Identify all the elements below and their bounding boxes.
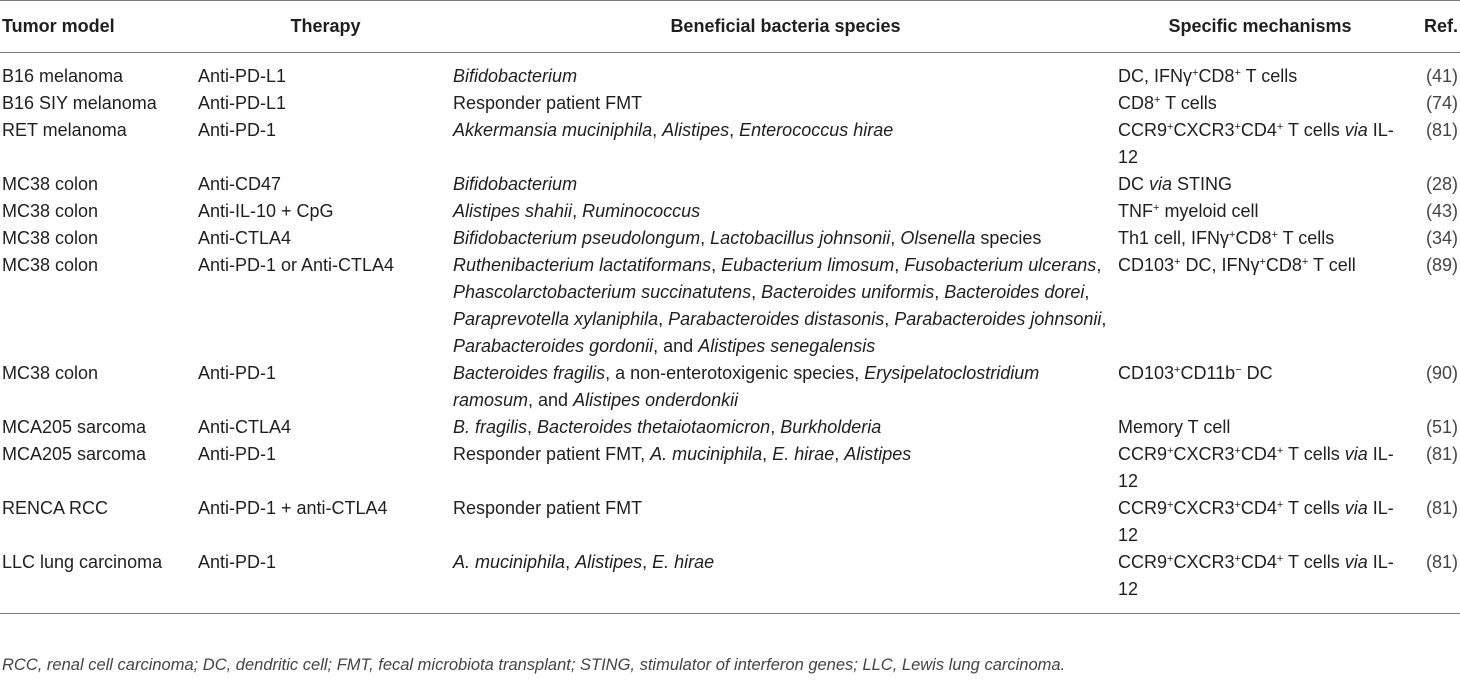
cell-therapy: Anti-CTLA4 <box>198 228 292 248</box>
cell-tumor-model: MC38 colon <box>2 363 99 383</box>
table-row <box>0 53 1460 91</box>
cell-mechanisms: DC via STING <box>1118 174 1233 194</box>
table-row <box>0 225 1460 252</box>
cell-ref: (34) <box>1425 228 1458 248</box>
cell-ref: (89) <box>1425 255 1458 275</box>
cell-bacteria: Responder patient FMT <box>453 498 643 518</box>
cell-bacteria: Bifidobacterium <box>453 66 578 86</box>
table-row <box>0 90 1460 117</box>
cell-bacteria: Bifidobacterium <box>453 174 578 194</box>
cell-therapy: Anti-PD-1 + anti-CTLA4 <box>198 498 388 518</box>
cell-mechanisms: CCR9+CXCR3+CD4+ T cells via IL-12 <box>1118 120 1394 167</box>
cell-mechanisms: CD103+CD11b− DC <box>1118 363 1273 383</box>
cell-ref: (81) <box>1425 498 1458 518</box>
cell-tumor-model: B16 melanoma <box>2 66 124 86</box>
cell-mechanisms: Memory T cell <box>1118 417 1231 437</box>
cell-bacteria: B. fragilis, Bacteroides thetaiotaomicron, Burkholderia <box>453 417 882 437</box>
header-row <box>0 1 1460 53</box>
cell-therapy: Anti-PD-1 <box>198 120 277 140</box>
header-bacteria: Beneficial bacteria species <box>670 16 901 36</box>
cell-therapy: Anti-PD-L1 <box>198 93 287 113</box>
cell-bacteria: A. muciniphila, Alistipes, E. hirae <box>453 552 715 572</box>
cell-tumor-model: B16 SIY melanoma <box>2 93 157 113</box>
cell-tumor-model: MC38 colon <box>2 174 99 194</box>
cell-tumor-model: MC38 colon <box>2 255 99 275</box>
cell-tumor-model: RENCA RCC <box>2 498 109 518</box>
cell-therapy: Anti-PD-1 <box>198 444 277 464</box>
cell-therapy: Anti-IL-10 + CpG <box>198 201 334 221</box>
cell-tumor-model: RET melanoma <box>2 120 127 140</box>
table-row <box>0 495 1460 549</box>
table-row <box>0 198 1460 225</box>
header-therapy: Therapy <box>290 16 361 36</box>
cell-mechanisms: CCR9+CXCR3+CD4+ T cells via IL-12 <box>1118 498 1394 545</box>
cell-bacteria: Responder patient FMT <box>453 93 643 113</box>
cell-mechanisms: CCR9+CXCR3+CD4+ T cells via IL-12 <box>1118 444 1394 491</box>
cell-tumor-model: MCA205 sarcoma <box>2 444 147 464</box>
table-body <box>0 53 1460 614</box>
cell-mechanisms: Th1 cell, IFNγ+CD8+ T cells <box>1118 228 1335 248</box>
table-row <box>0 441 1460 495</box>
cell-bacteria: Bifidobacterium pseudolongum, Lactobacillus johnsonii, Olsenella species <box>453 228 1042 248</box>
table-row <box>0 171 1460 198</box>
cell-bacteria: Responder patient FMT, A. muciniphila, E. hirae, Alistipes <box>453 444 912 464</box>
cell-ref: (28) <box>1425 174 1458 194</box>
cell-tumor-model: MCA205 sarcoma <box>2 417 147 437</box>
cell-ref: (51) <box>1425 417 1458 437</box>
header-ref: Ref. <box>1423 16 1458 36</box>
cell-mechanisms: CCR9+CXCR3+CD4+ T cells via IL-12 <box>1118 552 1394 599</box>
cell-bacteria: Akkermansia muciniphila, Alistipes, Enterococcus hirae <box>453 120 894 140</box>
cell-ref: (90) <box>1425 363 1458 383</box>
cell-bacteria: Ruthenibacterium lactatiformans, Eubacterium limosum, Fusobacterium ulcerans, Phascolarctobacterium succinatutens, Bacteroides uniformis, Bacteroides dorei, Paraprevotella xylaniphila, Parabacteroides distasonis, Parabacteroides johnsonii, Parabacteroides gordonii, and Alistipes senegalensis <box>453 255 1107 356</box>
table-row <box>0 549 1460 614</box>
cell-therapy: Anti-PD-1 <box>198 552 277 572</box>
table-row <box>0 117 1460 171</box>
cell-bacteria: Alistipes shahii, Ruminococcus <box>453 201 701 221</box>
cell-mechanisms: TNF+ myeloid cell <box>1118 201 1259 221</box>
cell-mechanisms: DC, IFNγ+CD8+ T cells <box>1118 66 1298 86</box>
cell-ref: (81) <box>1425 444 1458 464</box>
header-mechanisms: Specific mechanisms <box>1168 16 1352 36</box>
table-row <box>0 252 1460 360</box>
cell-therapy: Anti-PD-1 or Anti-CTLA4 <box>198 255 395 275</box>
cell-therapy: Anti-CD47 <box>198 174 282 194</box>
header-tumor-model: Tumor model <box>2 16 115 36</box>
cell-therapy: Anti-PD-1 <box>198 363 277 383</box>
cell-tumor-model: LLC lung carcinoma <box>2 552 163 572</box>
table-row <box>0 414 1460 441</box>
cell-bacteria: Bacteroides fragilis, a non-enterotoxigenic species, Erysipelatoclostridium ramosum, and Alistipes onderdonkii <box>453 363 1040 410</box>
cell-tumor-model: MC38 colon <box>2 201 99 221</box>
table-footnote: RCC, renal cell carcinoma; DC, dendritic cell; FMT, fecal microbiota transplant; STING, stimulator of interferon genes; LLC, Lewis lung carcinoma. <box>2 656 1066 674</box>
cell-therapy: Anti-CTLA4 <box>198 417 292 437</box>
cell-ref: (43) <box>1425 201 1458 221</box>
cell-ref: (41) <box>1425 66 1458 86</box>
cell-tumor-model: MC38 colon <box>2 228 99 248</box>
table-row <box>0 360 1460 414</box>
cell-ref: (74) <box>1425 93 1458 113</box>
cell-ref: (81) <box>1425 552 1458 572</box>
cell-therapy: Anti-PD-L1 <box>198 66 287 86</box>
table-header <box>0 1 1460 53</box>
cell-mechanisms: CD8+ T cells <box>1118 93 1217 113</box>
cell-mechanisms: CD103+ DC, IFNγ+CD8+ T cell <box>1118 255 1356 275</box>
cell-ref: (81) <box>1425 120 1458 140</box>
